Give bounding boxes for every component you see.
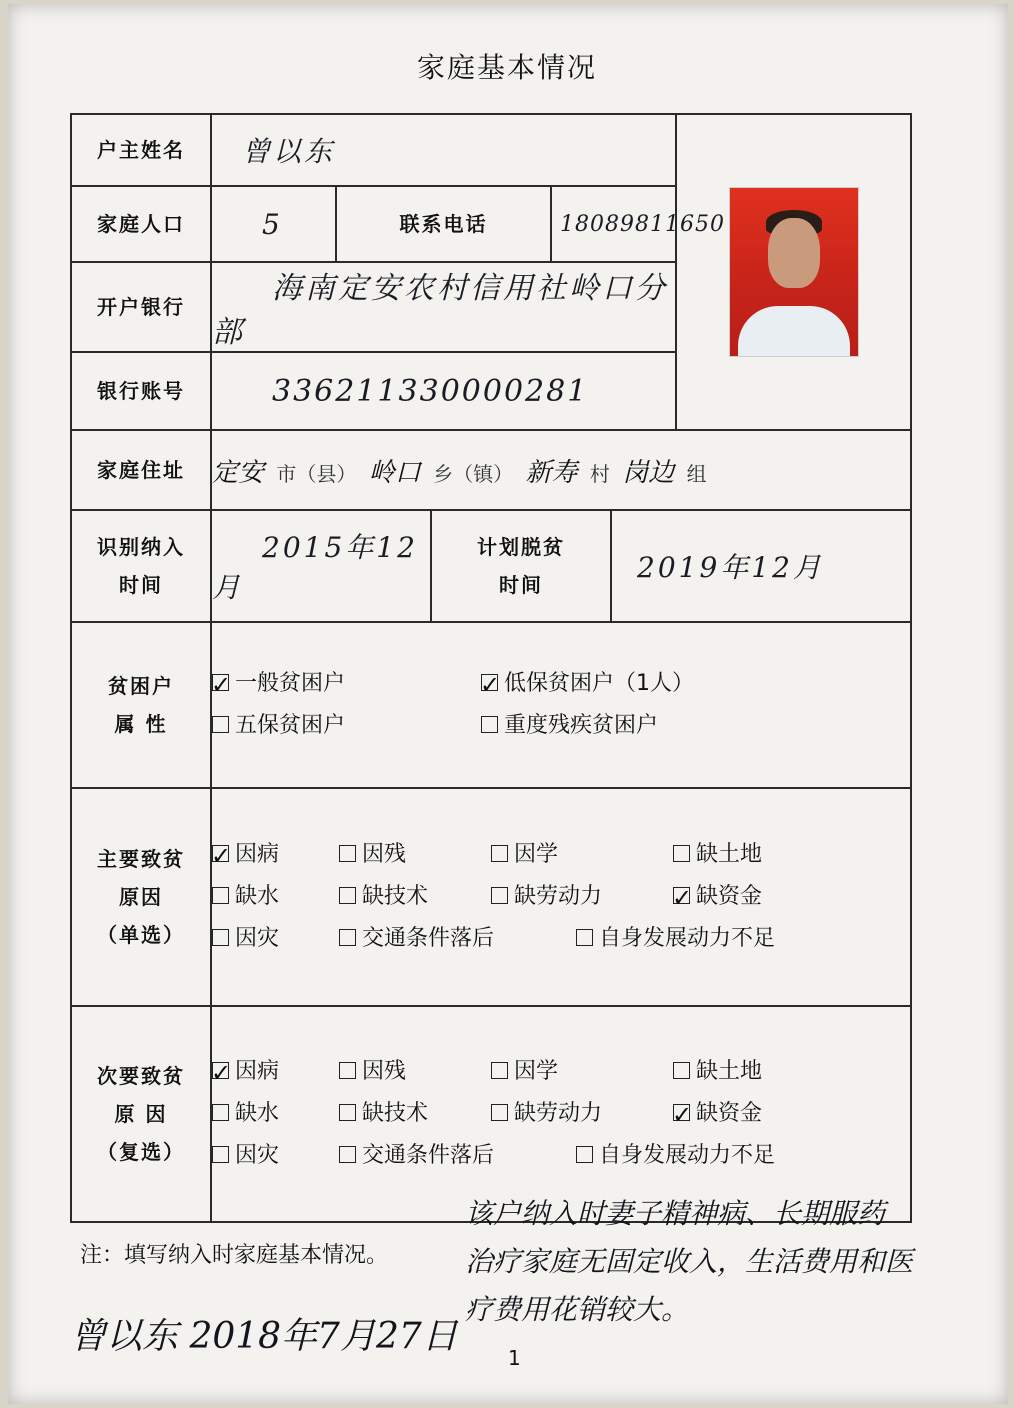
checkbox-icon[interactable] [576,929,593,946]
checkbox-icon[interactable] [212,716,229,733]
identified-time-cell [211,510,431,622]
address-city-suffix: 市（县） [276,461,357,486]
main-cause-options [211,788,911,1006]
checkbox-icon[interactable] [212,1146,229,1163]
form-title: 家庭基本情况 [416,51,597,84]
head-name-value: 曾以东 [242,135,336,168]
checkbox-icon[interactable] [491,1062,508,1079]
checkbox-icon[interactable] [212,674,229,691]
plan-time-cell [611,510,911,622]
secondary-cause-label-line3: （复选） [97,1140,185,1164]
attribute-option[interactable]: 重度残疾贫困户 [481,705,658,747]
attribute-option[interactable]: ✓ 低保贫困户（1人） [481,663,694,705]
main-cause-label [71,788,211,1006]
head-name-label: 户主姓名 [71,114,211,186]
checkbox-icon[interactable] [491,1104,508,1121]
phone-label: 联系电话 [336,186,551,262]
secondary-cause-option[interactable]: 交通条件落后 [339,1135,569,1177]
checkbox-icon[interactable] [212,845,229,862]
secondary-cause-option[interactable]: 因灾 [212,1135,332,1177]
main-cause-label-line3: （单选） [97,923,185,947]
address-label: 家庭住址 [71,430,211,510]
form-note: 注：填写纳入时家庭基本情况。 [80,1243,389,1268]
address-group: 岗边 [622,457,675,488]
checkbox-icon[interactable] [673,1062,690,1079]
main-cause-option[interactable]: 因灾 [212,918,332,960]
handwritten-remark [465,1190,995,1334]
household-head-photo [729,187,859,357]
bank-value: 海南定安农村信用社岭口分部 [212,271,668,350]
checkbox-icon[interactable] [481,674,498,691]
checkbox-icon[interactable] [339,1062,356,1079]
secondary-cause-option[interactable]: 缺土地 [673,1051,762,1093]
secondary-cause-label [71,1006,211,1222]
plan-time-label-line2: 时间 [499,573,543,597]
remark-line: 该户纳入时妻子精神病、长期服药 [465,1197,886,1230]
main-cause-option[interactable]: 缺技术 [339,876,484,918]
checkbox-icon[interactable] [576,1146,593,1163]
attribute-label-line1: 贫困户 [108,674,174,698]
checkbox-icon[interactable] [481,716,498,733]
address-town: 岭口 [368,457,421,488]
household-form-table [70,113,912,1223]
identified-time-value: 2015年12月 [212,531,418,604]
remark-line: 治疗家庭无固定收入，生活费用和医 [465,1245,914,1278]
family-size-cell [211,186,336,262]
photo-cell [676,114,911,430]
secondary-cause-label-line2: 原 因 [114,1102,168,1126]
address-town-suffix: 乡（镇） [433,461,514,486]
address-village: 新寿 [525,457,578,488]
head-name-cell [211,114,676,186]
address-group-suffix: 组 [686,461,707,486]
checkbox-icon[interactable] [339,887,356,904]
attribute-label [71,622,211,788]
bank-label: 开户银行 [71,262,211,352]
attribute-option[interactable]: 五保贫困户 [212,705,474,747]
main-cause-option[interactable]: 交通条件落后 [339,918,569,960]
checkbox-icon[interactable] [339,929,356,946]
main-cause-option[interactable]: ✓因病 [212,834,332,876]
main-cause-option[interactable]: ✓ 缺资金 [673,876,762,918]
main-cause-option[interactable]: 缺土地 [673,834,762,876]
plan-time-label-line1: 计划脱贫 [477,535,565,559]
secondary-cause-option[interactable]: ✓ 缺资金 [673,1093,762,1135]
secondary-cause-option[interactable]: 因残 [339,1051,484,1093]
checkbox-icon[interactable] [212,887,229,904]
page-number: 1 [508,1346,521,1370]
signature-date: 曾以东 2018年7月27日 [70,1316,458,1357]
attribute-options [211,622,911,788]
account-value: 336211330000281 [272,373,589,409]
checkbox-icon[interactable] [491,887,508,904]
secondary-cause-option[interactable]: 自身发展动力不足 [576,1135,775,1177]
main-cause-option[interactable]: 自身发展动力不足 [576,918,775,960]
main-cause-label-line1: 主要致贫 [97,847,185,871]
checkbox-icon[interactable] [673,1104,690,1121]
main-cause-option[interactable]: 缺劳动力 [491,876,666,918]
family-size-value: 5 [262,207,283,241]
secondary-cause-option[interactable]: 缺技术 [339,1093,484,1135]
main-cause-option[interactable]: 缺水 [212,876,332,918]
phone-value: 18089811650 [560,211,725,237]
address-village-suffix: 村 [589,461,610,486]
secondary-cause-option[interactable]: 缺劳动力 [491,1093,666,1135]
identified-time-label-line1: 识别纳入 [97,535,185,559]
plan-time-label [431,510,611,622]
main-cause-label-line2: 原因 [119,885,163,909]
bank-cell [211,262,676,352]
secondary-cause-option[interactable]: 缺水 [212,1093,332,1135]
identified-time-label [71,510,211,622]
checkbox-icon[interactable] [491,845,508,862]
secondary-cause-label-line1: 次要致贫 [97,1064,185,1088]
checkbox-icon[interactable] [212,929,229,946]
checkbox-icon[interactable] [339,1146,356,1163]
family-size-label: 家庭人口 [71,186,211,262]
checkbox-icon[interactable] [339,1104,356,1121]
remark-line: 疗费用花销较大。 [465,1293,690,1326]
main-cause-option[interactable]: 因学 [491,834,666,876]
account-label: 银行账号 [71,352,211,430]
plan-time-value: 2019年12月 [637,551,824,584]
identified-time-label-line2: 时间 [119,573,163,597]
secondary-cause-option[interactable]: ✓因病 [212,1051,332,1093]
address-cell [211,430,911,510]
checkbox-icon[interactable] [673,845,690,862]
phone-cell [551,186,725,262]
attribute-option[interactable]: ✓一般贫困户 [212,663,474,705]
checkbox-icon[interactable] [212,1062,229,1079]
checkbox-icon[interactable] [339,845,356,862]
account-cell [211,352,676,430]
checkbox-icon[interactable] [212,1104,229,1121]
secondary-cause-option[interactable]: 因学 [491,1051,666,1093]
checkbox-icon[interactable] [673,887,690,904]
main-cause-option[interactable]: 因残 [339,834,484,876]
attribute-label-line2: 属 性 [114,712,168,736]
address-city: 定安 [212,457,265,488]
